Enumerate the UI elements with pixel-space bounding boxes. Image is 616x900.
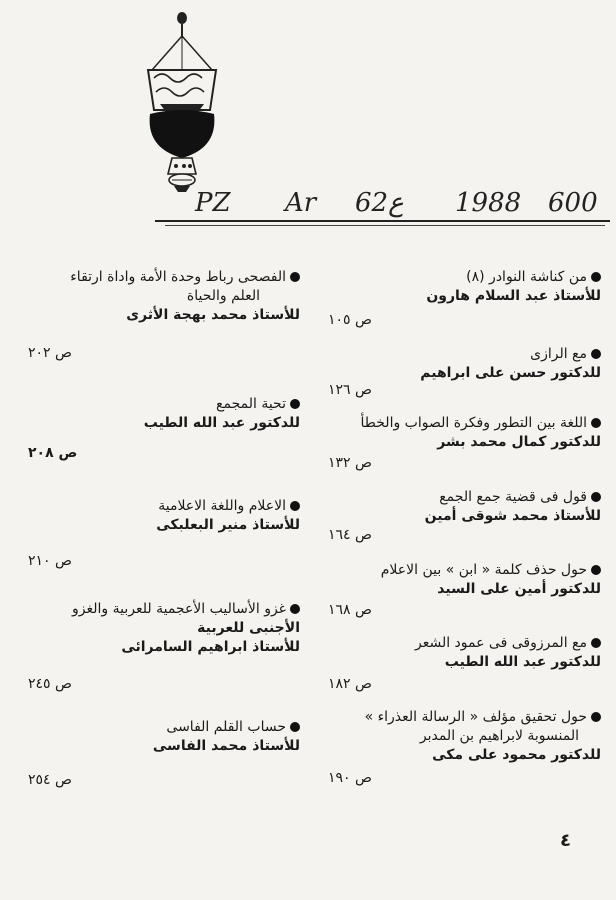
bullet-icon <box>591 272 601 282</box>
entry-author: للدكتور محمود على مكى <box>432 747 601 763</box>
call-number-part: 62ع <box>355 188 404 218</box>
entry-page: ص ١٠٥ <box>328 312 372 328</box>
entry-title-line2: المنسوبة لابراهيم بن المدبر <box>419 728 579 744</box>
entry-author: للأستاذ منير البعلبكى <box>156 517 300 533</box>
entry-author: للأستاذ محمد شوقى أمين <box>424 508 601 524</box>
entry-page: ص ٢٥٤ <box>28 772 72 788</box>
toc-entry <box>425 488 601 526</box>
entry-title-line2: العلم والحياة <box>186 288 260 304</box>
entry-title: الفصحى رباط وحدة الأمة واداة ارتقاء <box>70 269 286 285</box>
bullet-icon <box>591 349 601 359</box>
entry-title: مع الرازى <box>530 346 587 362</box>
entry-title: حول تحقيق مؤلف « الرسالة العذراء » <box>364 709 587 725</box>
entry-title: مع المرزوقى فى عمود الشعر <box>414 635 587 651</box>
entry-page: ص ١٢٦ <box>328 382 372 398</box>
entry-page: ص ١٦٤ <box>328 527 372 543</box>
call-number-part: Ar <box>285 188 317 218</box>
entry-title: اللغة بين التطور وفكرة الصواب والخطأ <box>360 415 587 431</box>
toc-entry <box>426 268 601 306</box>
bullet-icon <box>290 722 300 732</box>
entry-page: ص ٢٠٨ <box>28 445 78 461</box>
bullet-icon <box>591 712 601 722</box>
call-number-part: PZ <box>195 188 231 218</box>
bullet-icon <box>290 604 300 614</box>
call-number-part: 1988 <box>455 188 522 218</box>
bullet-icon <box>290 399 300 409</box>
entry-title: حساب القلم الفاسى <box>166 719 286 735</box>
toc-entry <box>381 561 601 599</box>
entry-title: حول حذف كلمة « ابن » بين الاعلام <box>380 562 587 578</box>
toc-entry <box>415 634 601 672</box>
entry-title: الاعلام واللغة الاعلامية <box>158 498 286 514</box>
header-rule <box>165 225 605 226</box>
toc-entry <box>420 345 601 383</box>
call-number-part: 600 <box>548 188 598 218</box>
bullet-icon <box>591 418 601 428</box>
bullet-icon <box>591 492 601 502</box>
entry-page: ص ١٩٠ <box>328 770 372 786</box>
entry-title: قول فى قضية جمع الجمع <box>439 489 587 505</box>
toc-entry <box>365 708 601 765</box>
entry-author: للأستاذ ابراهيم السامرائى <box>121 639 300 655</box>
page-number: ٤ <box>560 830 571 851</box>
toc-entry <box>70 268 300 325</box>
entry-title: من كناشة النوادر (٨) <box>466 269 587 285</box>
entry-title: تحية المجمع <box>216 396 286 412</box>
lantern-illustration <box>140 8 220 193</box>
bullet-icon <box>290 272 300 282</box>
entry-title-line2: الأجنبى للعربية <box>197 620 300 636</box>
entry-page: ص ٢١٠ <box>28 553 72 569</box>
entry-author: للدكتور عبد الله الطيب <box>444 654 601 670</box>
entry-author: للدكتور أمين على السيد <box>437 581 601 597</box>
entry-author: للأستاذ محمد بهجة الأثرى <box>126 307 300 323</box>
toc-entry <box>72 600 300 657</box>
bullet-icon <box>290 501 300 511</box>
entry-title: غزو الأساليب الأعجمية للعربية والغزو <box>72 601 286 617</box>
toc-entry <box>153 718 300 756</box>
bullet-icon <box>591 565 601 575</box>
toc-entry <box>144 395 300 433</box>
entry-page: ص ١٨٢ <box>328 676 372 692</box>
entry-author: للدكتور عبد الله الطيب <box>143 415 300 431</box>
entry-author: للدكتور كمال محمد بشر <box>437 434 601 450</box>
toc-entry <box>361 414 601 452</box>
entry-page: ص ٢٤٥ <box>28 676 72 692</box>
entry-page: ص ١٣٢ <box>328 455 372 471</box>
entry-author: للأستاذ محمد الفاسى <box>152 738 300 754</box>
entry-page: ص ٢٠٢ <box>28 345 72 361</box>
entry-page: ص ١٦٨ <box>328 602 372 618</box>
entry-author: للأستاذ عبد السلام هارون <box>426 288 601 304</box>
bullet-icon <box>591 638 601 648</box>
toc-entry <box>156 497 300 535</box>
header-rule <box>155 220 610 222</box>
entry-author: للدكتور حسن على ابراهيم <box>420 365 601 381</box>
